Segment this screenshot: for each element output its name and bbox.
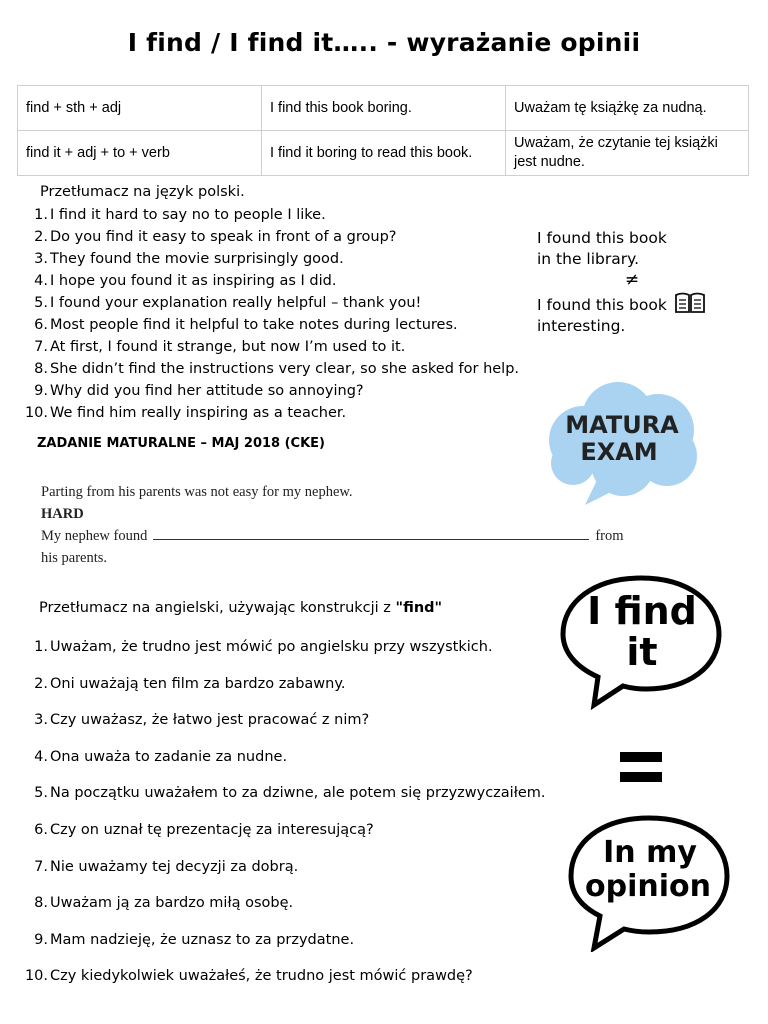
list-item: 10. We find him really inspiring as a teacher. (24, 405, 347, 421)
exam-continuation: his parents. (41, 550, 108, 566)
in-my-opinion-bubble (566, 812, 732, 952)
list-item-text: I hope you found it as inspiring as I did. (50, 273, 337, 289)
list-item: 9. Mam nadzieję, że uznasz to za przydatne. (34, 931, 355, 948)
list-item: 3. They found the movie surprisingly good. (34, 251, 344, 267)
list-item: 5. Na początku uważałem to za dziwne, ale potem się przyzwyczaiłem. (34, 785, 546, 802)
list-item-text: Uważam, że trudno jest mówić po angielsku przy wszystkich. (50, 639, 493, 655)
list-item-text: Oni uważają ten film za bardzo zabawny. (50, 675, 346, 692)
list-item-text: Czy uważasz, że łatwo jest pracować z nim? (50, 712, 370, 729)
list-item: 4. I hope you found it as inspiring as I did. (34, 273, 337, 289)
list-item: 2. Do you find it easy to speak in front of a group? (34, 229, 397, 245)
list-item-text: Uważam ją za bardzo miłą osobę. (50, 895, 294, 912)
list-item: 6. Most people find it helpful to take notes during lectures. (34, 317, 458, 333)
matura-text: MATURA (565, 411, 679, 439)
table-cell: find it + adj + to + verb (18, 131, 262, 176)
list-item-text: She didn’t find the instructions very clear, so she asked for help. (50, 361, 520, 377)
translate-to-polish-list (0, 204, 519, 424)
exam-task (41, 481, 624, 569)
list-item-text: Most people find it helpful to take notes during lectures. (50, 317, 458, 333)
list-item: 8. She didn’t find the instructions very clear, so she asked for help. (34, 361, 520, 377)
in-my-text: In my (603, 835, 697, 870)
list-item: 1. I find it hard to say no to people I like. (34, 207, 326, 223)
table-row (18, 86, 749, 131)
table-cell: I find it boring to read this book. (262, 131, 506, 176)
list-item: 5. I found your explanation really helpful – thank you! (34, 295, 422, 311)
found-comparison-note (537, 228, 727, 337)
table-cell: I find this book boring. (262, 86, 506, 131)
not-equal-sign: ≠ (624, 270, 640, 290)
list-item: 3. Czy uważasz, że łatwo jest pracować z nim? (34, 712, 370, 729)
open-book-icon (674, 291, 706, 315)
answer-blank[interactable] (153, 527, 589, 540)
list-item: 8. Uważam ją za bardzo miłą osobę. (34, 895, 294, 912)
translate-to-english-list (0, 636, 546, 1002)
list-item: 9. Why did you find her attitude so annoying? (34, 383, 364, 399)
it-text: it (626, 630, 658, 674)
page-title: I find / I find it….. - wyrażanie opinii (127, 28, 641, 57)
matura-heading: ZADANIE MATURALNE – MAJ 2018 (CKE) (37, 436, 325, 451)
equals-sign (619, 751, 663, 783)
list-item-text: Mam nadzieję, że uznasz to za przydatne. (50, 931, 355, 948)
list-item: 4. Ona uważa to zadanie za nudne. (34, 748, 288, 765)
found-line: interesting. (537, 317, 626, 335)
found-line: in the library. (537, 250, 640, 268)
section1-heading: Przetłumacz na język polski. (40, 184, 245, 200)
i-find-it-bubble (558, 572, 724, 710)
list-item-text: Czy kiedykolwiek uważałeś, że trudno jest mówić prawdę? (50, 968, 473, 985)
list-item-text: Nie uważamy tej decyzji za dobrą. (50, 858, 299, 875)
grammar-rules-table (17, 85, 749, 176)
list-item-text: I found your explanation really helpful – thank you! (50, 295, 422, 311)
list-item: 6. Czy on uznał tę prezentację za interesującą? (34, 821, 374, 838)
section2-heading: Przetłumacz na angielski, używając konstrukcji z "find" (39, 600, 443, 616)
exam-completion-line: My nephew found from (41, 528, 624, 544)
table-row (18, 131, 749, 176)
exam-keyword: HARD (41, 506, 84, 522)
exam-sentence: Parting from his parents was not easy for my nephew. (41, 484, 353, 500)
list-item: 7. At first, I found it strange, but now I’m used to it. (34, 339, 406, 355)
list-item: 10. Czy kiedykolwiek uważałeś, że trudno jest mówić prawdę? (24, 968, 473, 985)
list-item-text: We find him really inspiring as a teacher. (50, 405, 347, 421)
found-line: I found this book (537, 229, 667, 247)
list-item-text: Do you find it easy to speak in front of a group? (50, 229, 397, 245)
list-item: 1. Uważam, że trudno jest mówić po angielsku przy wszystkich. (34, 639, 493, 655)
list-item-text: I find it hard to say no to people I like. (50, 207, 326, 223)
list-item-text: Why did you find her attitude so annoying? (50, 383, 364, 399)
table-cell: find + sth + adj (18, 86, 262, 131)
table-cell: Uważam tę książkę za nudną. (506, 86, 749, 131)
i-find-text: I find (587, 589, 697, 633)
list-item-text: Na początku uważałem to za dziwne, ale potem się przyzwyczaiłem. (50, 785, 546, 802)
list-item: 2. Oni uważają ten film za bardzo zabawny. (34, 675, 346, 692)
list-item-text: Czy on uznał tę prezentację za interesującą? (50, 821, 374, 838)
opinion-text: opinion (585, 869, 711, 904)
found-line: I found this book (537, 296, 667, 314)
list-item-text: They found the movie surprisingly good. (50, 251, 344, 267)
list-item: 7. Nie uważamy tej decyzji za dobrą. (34, 858, 299, 875)
exam-text: EXAM (580, 438, 658, 466)
table-cell: Uważam, że czytanie tej książki jest nudne. (506, 131, 749, 176)
list-item-text: Ona uważa to zadanie za nudne. (50, 748, 288, 765)
list-item-text: At first, I found it strange, but now I’m used to it. (50, 339, 406, 355)
